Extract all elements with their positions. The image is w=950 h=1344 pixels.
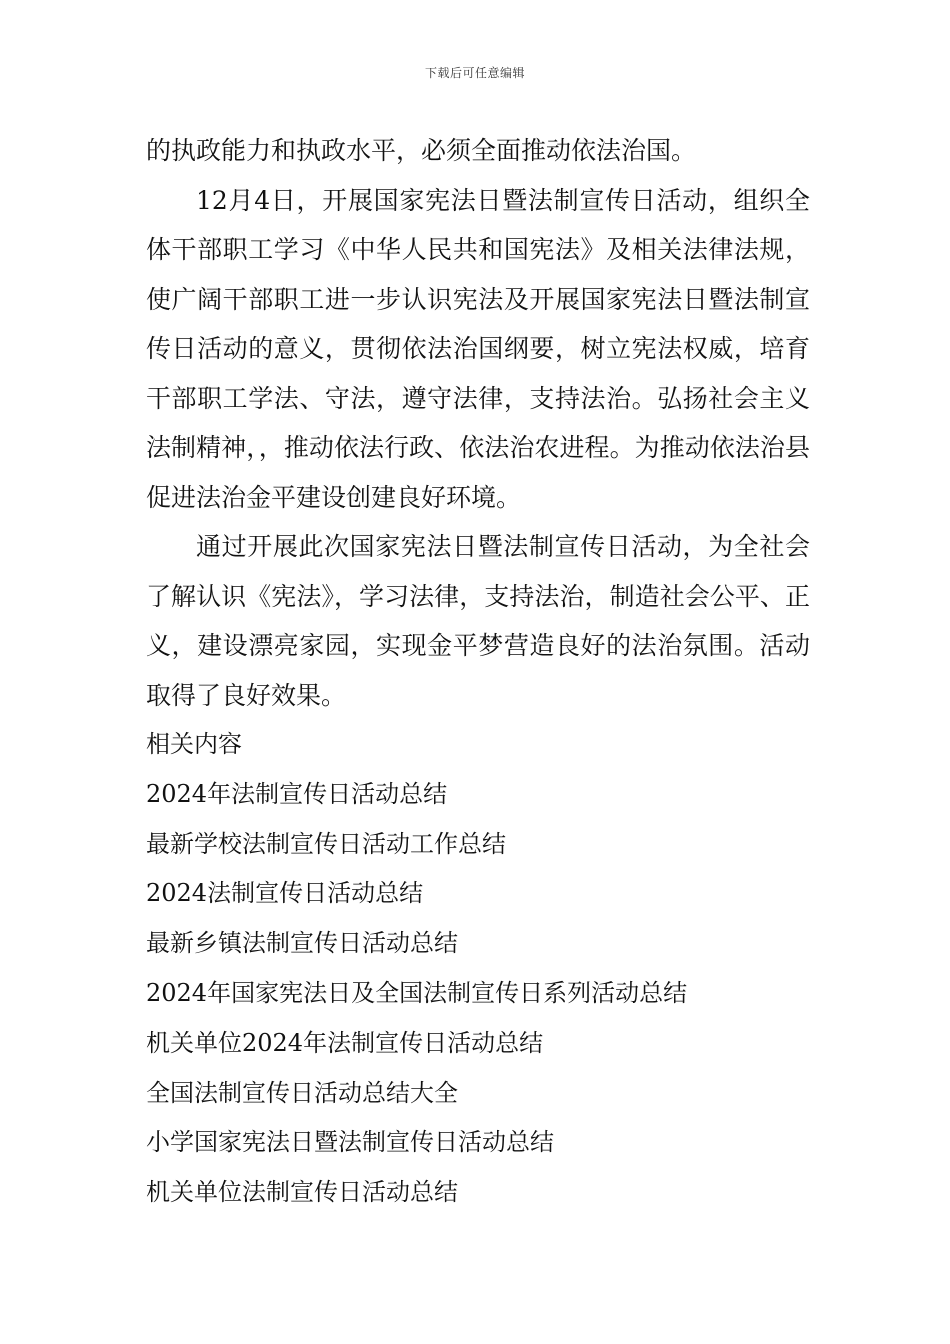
related-link[interactable]: 最新乡镇法制宣传日活动总结 [146,929,458,958]
related-link[interactable]: 最新学校法制宣传日活动工作总结 [146,829,506,858]
related-link[interactable]: 机关单位法制宣传日活动总结 [146,1178,458,1207]
related-content-title: 相关内容 [146,730,242,758]
related-link[interactable]: 小学国家宪法日暨法制宣传日活动总结 [146,1128,554,1157]
related-link[interactable]: 2024年国家宪法日及全国法制宣传日系列活动总结 [146,978,688,1007]
related-link[interactable]: 2024年法制宣传日活动总结 [146,779,448,808]
related-link[interactable]: 2024法制宣传日活动总结 [146,879,424,908]
page-header-note: 下载后可任意编辑 [424,66,525,80]
paragraph-activity-description: 12月4日，开展国家宪法日暨法制宣传日活动，组织全体干部职工学习《中华人民共和国宪法》及相关法律法规，使广阔干部职工进一步认识宪法及开展国家宪法日暨法制宣传日活动的意义，贯彻依法治国纲要，树立宪法权威，培育干部职工学法、守法，遵守法律，支持法治。弘扬社会主义法制精神，，推动依法行政、依法治农进程。为推动依法治县促进法治金平建设创建良好环境。 [146,185,810,512]
related-link[interactable]: 全国法制宣传日活动总结大全 [146,1078,458,1107]
document-body [146,126,810,1218]
related-link[interactable]: 机关单位2024年法制宣传日活动总结 [146,1028,544,1057]
related-content-list [146,770,810,1218]
paragraph-activity-result: 通过开展此次国家宪法日暨法制宣传日活动，为全社会了解认识《宪法》，学习法律，支持法治，制造社会公平、正义，建设漂亮家园，实现金平梦营造良好的法治氛围。活动取得了良好效果。 [146,532,810,710]
paragraph-continuation: 的执政能力和执政水平，必须全面推动依法治国。 [146,136,697,165]
